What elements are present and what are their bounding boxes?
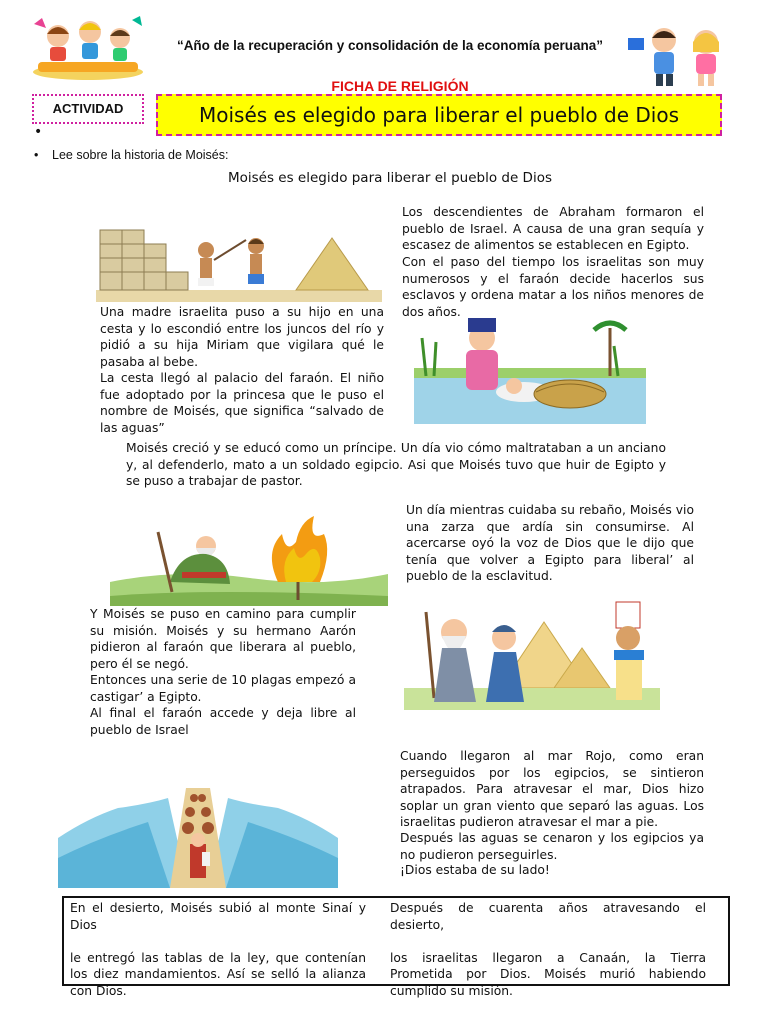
sheet-title: FICHA DE RELIGIÓN (331, 78, 469, 94)
story-paragraph-2: Con el paso del tiempo los israelitas son muy numerosos y el faraón decide hacerlos sus esclavos y ordena matar a los niños menores de dos años. (402, 255, 704, 319)
bottom-right-column (390, 900, 706, 999)
princess-finds-baby-illustration (414, 316, 646, 424)
students-illustration (626, 24, 738, 88)
bottom-left-line-2: le entregó las tablas de la ley, que contenían los diez mandamientos. Así se selló la alianza con Dios. (70, 950, 366, 998)
bottom-left-line-1: En el desierto, Moisés subió al monte Sinaí y Dios (70, 901, 366, 932)
story-paragraph-12: ¡Dios estaba de su lado! (400, 863, 550, 877)
year-quote: “Año de la recuperación y consolidación de la economía peruana” (176, 38, 604, 53)
empty-bullet: • (34, 124, 43, 140)
story-paragraph-3: Una madre israelita puso a su hijo en una cesta y lo escondió entre los juncos del río y pidió a su hija Miriam que vigilara qué le pasaba al bebe. (100, 305, 384, 369)
red-sea-crossing-illustration (58, 778, 338, 888)
story-paragraph-9: Al final el faraón accede y deja libre al pueblo de Israel (90, 706, 356, 737)
story-paragraph-8: Entonces una serie de 10 plagas empezó a castigar’ a Egipto. (90, 673, 356, 704)
story-paragraph-7: Y Moisés se puso en camino para cumplir su misión. Moisés y su hermano Aarón pidieron al faraón que liberara al pueblo, pero él se negó. (90, 607, 356, 671)
slaves-working-illustration (96, 220, 382, 302)
burning-bush-illustration (110, 512, 388, 606)
story-paragraph-10: Cuando llegaron al mar Rojo, como eran perseguidos por los egipcios, se sintieron atrapados. Para atravesar el mar, Dios hizo soplar un gran viento que separó las aguas. Los israelitas pudieron atravesar el mar a pie. (400, 749, 704, 829)
bottom-box (62, 896, 730, 998)
instruction-text: Lee sobre la historia de Moisés: (52, 148, 229, 162)
moses-aaron-pharaoh-illustration (404, 598, 660, 710)
bottom-right-line-2: los israelitas llegaron a Canaán, la Tierra Prometida por Dios. Moisés murió habiendo cumplido su misión. (390, 950, 706, 998)
kids-reading-illustration (28, 14, 148, 82)
story-paragraph-11: Después las aguas se cenaron y los egipcios ya no pudieron perseguirles. (400, 831, 704, 862)
bottom-left-column (70, 900, 366, 999)
story-paragraph-1: Los descendientes de Abraham formaron el pueblo de Israel. A causa de una gran sequía y escasez de alimentos se establecen en Egipto. (402, 205, 704, 252)
main-title: Moisés es elegido para liberar el pueblo de Dios (156, 94, 722, 136)
instruction-line (34, 148, 228, 162)
story-paragraph-5: Moisés creció y se educó como un príncipe. Un día vio cómo maltrataban a un anciano y, al defenderlo, mato a un soldado egipcio. Asi que Moisés tuvo que huir de Egipto y se puso a trabajar de pastor. (126, 441, 666, 488)
bottom-right-line-1: Después de cuarenta años atravesando el desierto, (390, 901, 706, 932)
instruction-bullet: • (34, 148, 39, 162)
story-title: Moisés es elegido para liberar el pueblo de Dios (227, 170, 552, 186)
story-paragraph-6: Un día mientras cuidaba su rebaño, Moisés vio una zarza que ardía sin consumirse. Al acercarse oyó la voz de Dios que le dijo que tenía que volver a Egipto para liberal’ al pueblo de la esclavitud. (406, 503, 694, 583)
story-paragraph-4: La cesta llegó al palacio del faraón. El niño fue adoptado por la princesa que le puso el nombre de Moisés, que significa “salvado de las aguas” (100, 371, 384, 435)
activity-label: ACTIVIDAD (32, 94, 144, 124)
